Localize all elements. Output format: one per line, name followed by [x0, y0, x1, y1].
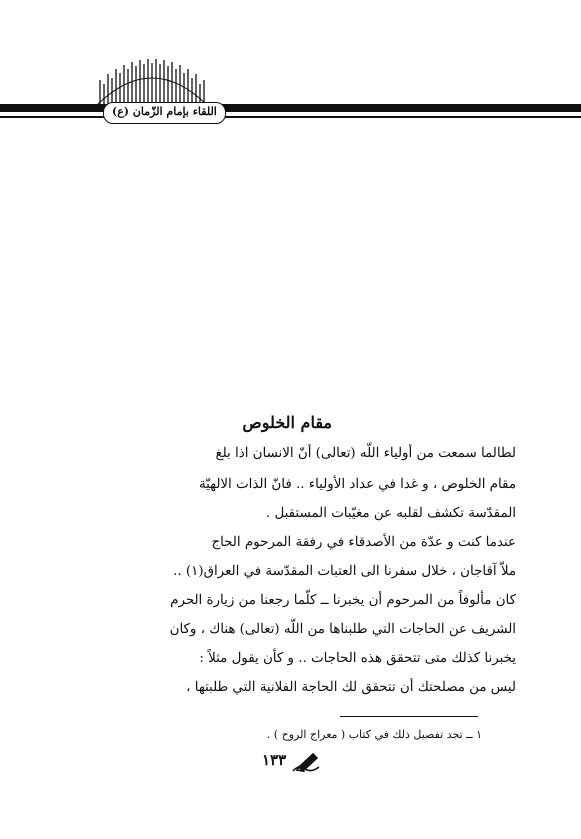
- body-line: ملاّ آقاجان ، خلال سفرنا الى العتبات المقدّسة في العراق(١) ..: [173, 564, 516, 579]
- page-number: ١٣٣: [262, 751, 287, 769]
- body-line: الشريف عن الحاجات التي طلبناها من اللّه (تعالى) هناك ، وكان: [169, 622, 516, 637]
- body-line: يخبرنا كذلك متى تتحقق هذه الحاجات .. و كأن يقول مثلاً :: [199, 651, 516, 666]
- crown-ornament-icon: [92, 58, 212, 108]
- header-rule: [0, 116, 581, 118]
- header-bar: [0, 104, 581, 112]
- footnote-rule: [340, 716, 478, 717]
- body-line: لطالما سمعت من أولياء اللّه (تعالى) أنّ الانسان اذا بلغ: [215, 446, 516, 461]
- body-line: كان مألوفاً من المرحوم أن يخبرنا ــ كلّما رجعنا من زيارة الحرم: [170, 593, 516, 608]
- running-header-label: اللقاء بإمام الزّمان (ع): [103, 102, 226, 124]
- footnote: ١ ــ تجد تفصيل ذلك في كتاب ( معراج الروح ) .: [266, 728, 482, 741]
- body-line: المقدّسة تكشف لقلبه عن مغيّبات المستقبل .: [265, 506, 516, 521]
- body-line: عندما كنت و عدّة من الأصدقاء في رفقة المرحوم الحاج: [211, 535, 516, 550]
- body-line: ليس من مصلحتك أن تتحقق لك الحاجة الفلانية التي طلبتها ،: [186, 680, 516, 695]
- pen-icon: [291, 752, 321, 774]
- body-line: مقام الخلوص ، و غدا في عداد الأولياء .. فانّ الذات الالهيّة: [198, 477, 516, 492]
- section-title: مقام الخلوص: [242, 413, 332, 432]
